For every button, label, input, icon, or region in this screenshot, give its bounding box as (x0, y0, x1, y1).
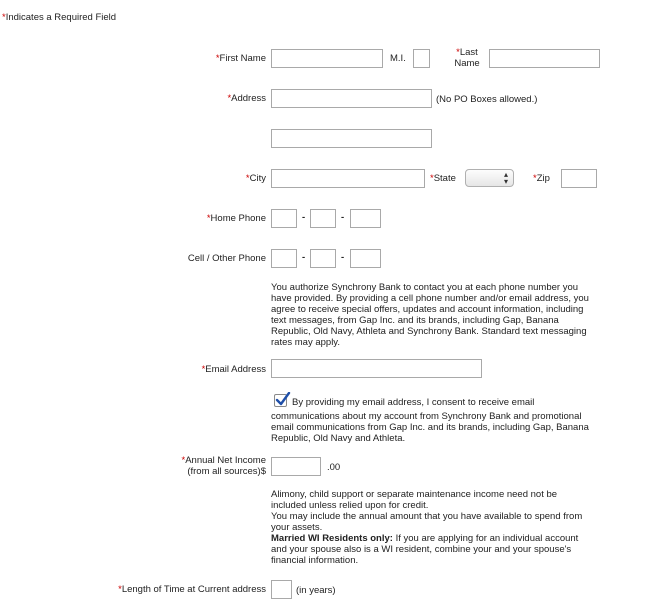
address-line2-input[interactable] (271, 129, 432, 148)
cell-phone-line-input[interactable] (350, 249, 381, 268)
authorization-line: You authorize Synchrony Bank to contact you at each phone number you (271, 282, 579, 293)
cell-phone-area-input[interactable] (271, 249, 297, 268)
home-phone-area-input[interactable] (271, 209, 297, 228)
phone-dash: - (302, 212, 306, 223)
required-asterisk: * (456, 47, 460, 58)
required-field-note (2, 12, 116, 23)
middle-initial-input[interactable] (413, 49, 430, 68)
email-input[interactable] (271, 359, 482, 378)
po-box-note: (No PO Boxes allowed.) (436, 94, 538, 105)
first-name-input[interactable] (271, 49, 383, 68)
authorization-line: rates may apply. (271, 337, 340, 348)
last-name-input[interactable] (489, 49, 600, 68)
authorization-line: text messages, from Gap Inc. and its brands, including Gap, Banana (271, 315, 559, 326)
cell-phone-label: Cell / Other Phone (187, 253, 266, 264)
address-label-text: Address (231, 93, 266, 104)
required-asterisk: * (533, 173, 537, 184)
state-label (430, 173, 456, 184)
married-wi-text: If you are applying for an individual account (392, 533, 579, 544)
consent-line: email communications from Gap Inc. and its brands, including Gap, Banana (271, 422, 589, 433)
residence-length-label (118, 584, 266, 595)
state-select[interactable] (465, 169, 514, 187)
phone-dash: - (302, 252, 306, 263)
income-note-line: You may include the annual amount that you have available to spend from (271, 511, 583, 522)
zip-input[interactable] (561, 169, 597, 188)
residence-unit: (in years) (296, 585, 336, 596)
zip-label (533, 173, 550, 184)
income-note-line: Alimony, child support or separate maintenance income need not be (271, 489, 558, 500)
married-wi-heading: Married WI Residents only: (271, 533, 393, 544)
email-consent-text (271, 411, 589, 444)
income-note-line: included unless relied upon for credit. (271, 500, 429, 511)
city-label-text: City (249, 173, 266, 184)
home-phone-label (207, 213, 266, 224)
first-name-label-text: First Name (219, 53, 266, 64)
city-input[interactable] (271, 169, 425, 188)
income-label-line1: Annual Net Income (185, 455, 266, 466)
required-asterisk: * (206, 213, 211, 224)
home-phone-prefix-input[interactable] (310, 209, 336, 228)
email-label (202, 364, 266, 375)
checkmark-icon (275, 392, 291, 408)
required-asterisk: * (201, 364, 206, 375)
authorization-line: agree to receive special offers, updates and account information, including (271, 304, 584, 315)
required-note-text: Indicates a Required Field (5, 12, 117, 23)
annual-income-label (182, 455, 267, 477)
authorization-line: have provided. By providing a cell phone number and/or email address, you (271, 293, 589, 304)
married-wi-line: financial information. (271, 555, 359, 566)
consent-line: Republic, Old Navy and Athleta. (271, 433, 406, 444)
city-label (246, 173, 266, 184)
required-asterisk: * (118, 584, 122, 595)
residence-years-input[interactable] (271, 580, 292, 599)
last-name-label-line1: Last (459, 47, 478, 58)
phone-dash: - (341, 212, 345, 223)
email-consent-first-line: By providing my email address, I consent to receive email (292, 397, 535, 408)
address-label (227, 93, 266, 104)
annual-income-input[interactable] (271, 457, 321, 476)
address-line1-input[interactable] (271, 89, 432, 108)
married-wi-line: and your spouse also is a WI resident, combine your and your spouse's (271, 544, 572, 555)
income-note-line: your assets. (271, 522, 323, 533)
cell-phone-prefix-input[interactable] (310, 249, 336, 268)
income-cents: .00 (327, 462, 341, 473)
home-phone-label-text: Home Phone (210, 213, 266, 224)
phone-authorization-text (271, 282, 589, 348)
last-name-label-line2: Name (454, 58, 480, 69)
email-consent-checkbox[interactable] (274, 394, 287, 407)
last-name-label (450, 47, 484, 69)
required-asterisk: * (2, 12, 6, 23)
married-wi-line (271, 533, 582, 544)
required-asterisk: * (215, 53, 220, 64)
income-notes (271, 489, 582, 566)
select-arrows-icon: ▴ ▾ (503, 170, 508, 186)
mi-label: M.I. (390, 53, 406, 64)
home-phone-line-input[interactable] (350, 209, 381, 228)
required-asterisk: * (181, 455, 186, 466)
required-asterisk: * (227, 93, 232, 104)
required-asterisk: * (430, 173, 434, 184)
phone-dash: - (341, 252, 345, 263)
zip-label-text: Zip (536, 173, 550, 184)
authorization-line: Republic, Old Navy, Athleta and Synchrony Bank. Standard text messaging (271, 326, 587, 337)
required-asterisk: * (245, 173, 250, 184)
state-label-text: State (433, 173, 456, 184)
email-label-text: Email Address (205, 364, 266, 375)
consent-line: communications about my account from Synchrony Bank and promotional (271, 411, 582, 422)
income-label-line2: (from all sources)$ (187, 466, 266, 477)
first-name-label (216, 53, 266, 64)
residence-label-text: Length of Time at Current address (121, 584, 266, 595)
